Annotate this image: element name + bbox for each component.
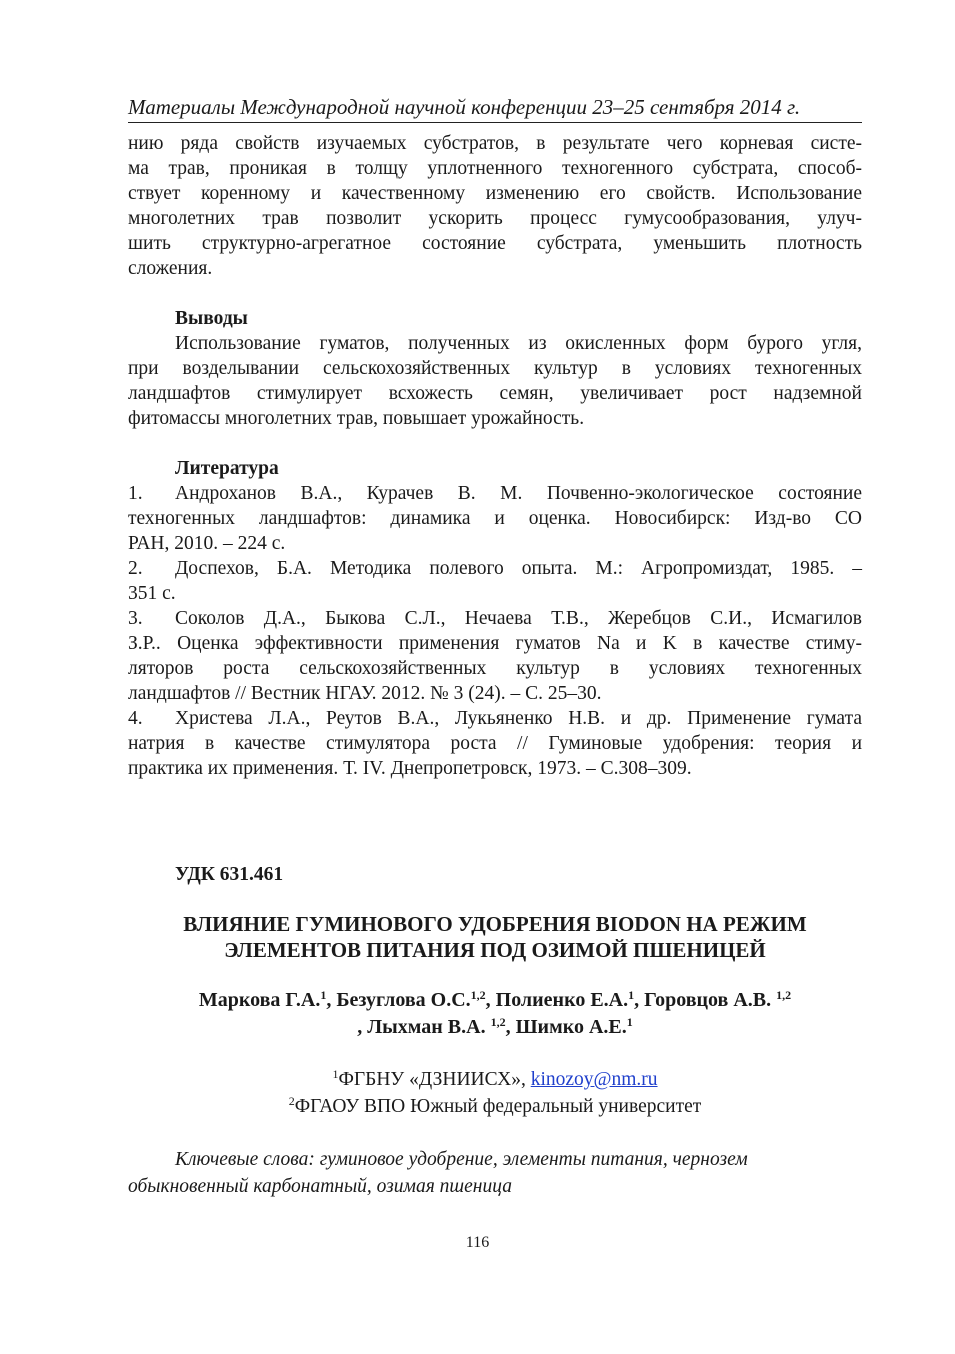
affiliation-mark: 2 — [288, 1094, 295, 1108]
references-section — [128, 456, 862, 781]
udk-code: УДК 631.461 — [175, 864, 284, 885]
affiliations — [128, 1066, 862, 1120]
reference-item — [128, 556, 862, 606]
conclusions-section — [128, 306, 862, 431]
reference-line: 1. Андроханов В.А., Курачев В. М. Почвенно-экологическое состояние — [128, 483, 862, 504]
title-line: ЭЛЕМЕНТОВ ПИТАНИЯ ПОД ОЗИМОЙ ПШЕНИЦЕЙ — [224, 938, 766, 962]
keywords-line: обыкновенный карбонатный, озимая пшеница — [128, 1176, 512, 1197]
reference-number: 2. — [128, 558, 143, 579]
text-line: ма трав, проникая в толщу уплотненного техногенного субстрата, способ- — [128, 158, 862, 179]
page-number: 116 — [465, 1234, 490, 1251]
reference-line: ландшафтов // Вестник НГАУ. 2012. № 3 (24). – С. 25–30. — [128, 683, 602, 704]
affiliation-text: ФГАОУ ВПО Южный федеральный университет — [294, 1096, 702, 1117]
reference-item — [128, 706, 862, 781]
author-name: Лыхман В.А. — [367, 1016, 491, 1038]
text-line: при возделывании сельскохозяйственных культур в условиях техногенных — [128, 358, 862, 379]
reference-line: 4. Христева Л.А., Реутов В.А., Лукьяненко Н.В. и др. Применение гумата — [128, 708, 862, 729]
affiliation-text: ФГБНУ «ДЗНИИСХ», — [338, 1069, 531, 1090]
conclusions-heading: Выводы — [175, 308, 248, 329]
reference-line: 3. Соколов Д.А., Быкова С.Л., Нечаева Т.В., Жеребцов С.И., Исмагилов — [128, 608, 862, 629]
author-affiliation-mark: 1 — [320, 988, 327, 1002]
author-affiliation-mark: 1 — [628, 988, 635, 1002]
reference-item — [128, 481, 862, 556]
author-name: Маркова Г.А. — [198, 989, 321, 1011]
article-title — [128, 911, 862, 963]
author-affiliation-mark: 1 — [626, 1015, 633, 1029]
reference-line: 351 с. — [128, 583, 176, 604]
references-heading: Литература — [175, 458, 279, 479]
keywords-line — [128, 1146, 862, 1173]
author-name: Горовцов А.В. — [644, 989, 777, 1011]
text-line: ландшафтов стимулирует всхожесть семян, увеличивает рост надземной — [128, 383, 862, 404]
author-affiliation-mark: 1,2 — [776, 988, 792, 1002]
authors-list — [128, 987, 862, 1041]
authors-line: , Лыхман В.А. $^{1,2}$, Шимко А.Е.$^1$ — [357, 1015, 633, 1038]
reference-line: натрия в качестве стимулятора роста // Гуминовые удобрения: теория и — [128, 733, 862, 754]
reference-line: З.Р.. Оценка эффективности применения гуматов Na и K в качестве стиму- — [128, 633, 862, 654]
header-rule — [128, 122, 862, 123]
text-line: шить структурно-агрегатное состояние субстрата, уменьшить плотность — [128, 233, 862, 254]
text-line: многолетних трав позволит ускорить процесс гумусообразования, улуч- — [128, 208, 862, 229]
reference-line: практика их применения. Т. IV. Днепропетровск, 1973. – С.308–309. — [128, 758, 692, 779]
text-line: ствует коренному и качественному изменению его свойств. Использование — [128, 183, 862, 204]
reference-number: 1. — [128, 483, 143, 504]
authors-line: Маркова Г.А.$^1$, Безуглова О.С.$^{1,2}$, Полиенко Е.А.$^1$, Горовцов А.В. $^{1,2}$ — [198, 988, 792, 1011]
reference-line: 2. Доспехов, Б.А. Методика полевого опыта. М.: Агропромиздат, 1985. – — [128, 558, 862, 579]
affiliation-line — [128, 1093, 862, 1120]
running-header: Материалы Международной научной конференции 23–25 сентября 2014 г. — [128, 95, 801, 119]
reference-number: 4. — [128, 708, 143, 729]
reference-number: 3. — [128, 608, 143, 629]
keywords-label: Ключевые слова: — [175, 1149, 315, 1170]
text-line: нию ряда свойств изучаемых субстратов, в результате чего корневая систе- — [128, 133, 862, 154]
keywords — [128, 1146, 862, 1200]
text-line: фитомассы многолетних трав, повышает урожайность. — [128, 408, 585, 429]
author-name: Безуглова О.С. — [336, 989, 471, 1011]
author-affiliation-mark: 1,2 — [490, 1015, 506, 1029]
affiliation-line — [128, 1066, 862, 1093]
affiliation-mark: 1 — [332, 1067, 339, 1081]
email-link[interactable]: kinozoy@nm.ru — [530, 1069, 658, 1090]
author-name: Полиенко Е.А. — [495, 989, 629, 1011]
reference-line: ляторов роста сельскохозяйственных культур в условиях техногенных — [128, 658, 862, 679]
title-line: ВЛИЯНИЕ ГУМИНОВОГО УДОБРЕНИЯ BIODON НА РЕЖИМ — [183, 912, 807, 936]
reference-line: техногенных ландшафтов: динамика и оценка. Новосибирск: Изд-во СО — [128, 508, 862, 529]
keywords-text: гуминовое удобрение, элементы питания, чернозем — [314, 1149, 748, 1170]
text-line: Использование гуматов, полученных из окисленных форм бурого угля, — [175, 333, 862, 354]
continuation-paragraph — [128, 131, 862, 281]
text-line: сложения. — [128, 258, 213, 279]
reference-line: РАН, 2010. – 224 с. — [128, 533, 286, 554]
author-name: Шимко А.Е. — [515, 1016, 627, 1038]
author-affiliation-mark: 1,2 — [470, 988, 486, 1002]
reference-item — [128, 606, 862, 706]
